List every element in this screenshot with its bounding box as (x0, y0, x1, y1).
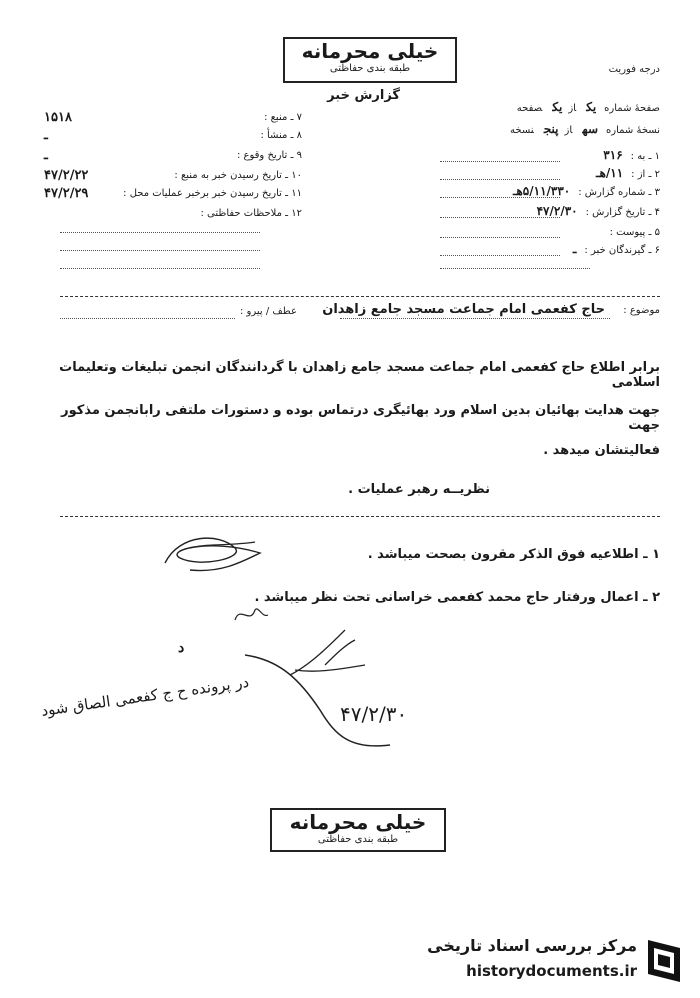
report-field (450, 122, 660, 140)
stamp-main-text: خیلی محرمانه (301, 39, 439, 63)
field-value: ـ (572, 242, 577, 256)
stamp-sub-text: طبقه بندی حفاظتی (317, 834, 399, 845)
stamp-sub-text: طبقه بندی حفاظتی (329, 63, 411, 74)
field-dotted-line (440, 161, 560, 162)
field-label: ۱۲ ـ ملاحظات حفاظتی : (200, 208, 302, 219)
report-field (450, 224, 660, 242)
handwritten-date: ۴۷/۲/۳۰ (340, 702, 408, 726)
field-value: ۴۷/۲/۲۹ (44, 186, 89, 201)
report-field (450, 204, 660, 222)
priority-label: درجه فوریت (608, 64, 660, 75)
field-suffix: صفحه (516, 103, 543, 114)
report-field (450, 242, 660, 260)
field-label: ۶ ـ گیرندگان خبر : (584, 245, 660, 256)
body-line-3: فعالیتشان میدهد . (543, 443, 660, 458)
field-label: ۱ ـ به : (630, 151, 660, 162)
field-label: نسخهٔ شماره (606, 125, 660, 136)
report-field (450, 100, 660, 118)
report-field (450, 148, 660, 166)
field-label: ۵ ـ پیوست : (609, 227, 660, 238)
separator-line (60, 296, 660, 297)
opinion-heading: نظریــه رهبر عملیات . (348, 482, 490, 497)
field-dotted-line (440, 179, 560, 180)
opinion-underline (60, 516, 660, 517)
signature-scribble-2 (230, 600, 270, 630)
footer-logo (402, 930, 692, 990)
body-line-1: برابر اطلاع حاج کفعمی امام جماعت مسجد جامع زاهدان با گردانندگان انجمن تبلیغات وتعلیمات اسلامی (59, 360, 660, 390)
report-field (40, 208, 302, 226)
field-label: ۱۰ ـ تاریخ رسیدن خبر به منبع : (174, 170, 302, 181)
field-value: ۵/۱۱/۳۳۰هـ (512, 184, 571, 198)
classification-stamp-top (283, 37, 457, 83)
field-label: ۱۱ ـ تاریخ رسیدن خبر برخبر عملیات محل : (123, 188, 302, 199)
field-suffix: نسخه (510, 125, 534, 136)
report-field (40, 112, 302, 130)
field-label: ۳ ـ شماره گزارش : (578, 187, 660, 198)
signature-scribble-1 (160, 528, 270, 578)
footer-url: historydocuments.ir (466, 962, 637, 980)
field-dotted-line (440, 217, 560, 218)
field-value: ۴۷/۲/۲۲ (44, 168, 89, 183)
subject-value: حاج کفعمی امام جماعت مسجد جامع زاهدان (322, 302, 605, 317)
field-mid: از (564, 125, 573, 136)
field-value: ـ (44, 148, 48, 163)
field-mid: از (568, 103, 577, 114)
field-value: یک (586, 100, 597, 114)
field-label: ۷ ـ منبع : (264, 112, 302, 123)
field-label: صفحهٔ شماره (604, 103, 660, 114)
report-field (40, 130, 302, 148)
field-dotted-line (440, 237, 560, 238)
opinion-item-1: ۱ ـ اطلاعیه فوق الذکر مقرون بصحت میباشد . (367, 547, 660, 562)
field-value: ۱۵۱۸ (44, 110, 72, 125)
field-dotted-line (440, 255, 560, 256)
report-field (450, 166, 660, 184)
field-label: ۹ ـ تاریخ وقوع : (236, 150, 302, 161)
field-label: ۴ ـ تاریخ گزارش : (585, 207, 660, 218)
field-value: ـ (44, 128, 48, 143)
report-field (450, 184, 660, 202)
opinion-item-2: ۲ ـ اعمال ورفتار حاج محمد کفعمی خراسانی تحت نظر میباشد . (254, 590, 660, 605)
field-value-2: یک (552, 100, 563, 114)
stamp-main-text: خیلی محرمانه (289, 810, 427, 834)
field-value: ۱۱/هـ (596, 166, 624, 180)
report-field (40, 150, 302, 168)
handwritten-mark: د (178, 640, 185, 656)
field-value: سه (582, 122, 599, 136)
logo-icon (640, 934, 688, 986)
field-dotted-line (440, 197, 560, 198)
classification-stamp-bottom (270, 808, 446, 852)
field-label: ۲ ـ از : (631, 169, 660, 180)
subject-label: موضوع : (623, 305, 660, 316)
body-line-2: جهت هدایت بهائیان بدین اسلام ورد بهائیگری درتماس بوده و دستورات ملتفی رابانجمن مذکور جهت (61, 403, 660, 433)
field-value: ۴۷/۲/۳۰ (536, 204, 578, 218)
footer-org: مرکز بررسی اسناد تاریخی (427, 936, 637, 955)
field-value: ۳۱۶ (603, 148, 623, 162)
reference-label: عطف / پیرو : (240, 306, 297, 317)
handwritten-note: در پرونده ح ج کفعمی الصاق شود (40, 672, 251, 720)
report-field (40, 188, 302, 206)
report-title: گزارش خبر (327, 88, 400, 103)
field-label: ۸ ـ منشأ : (260, 130, 302, 141)
field-value-2: پنج (543, 122, 559, 136)
